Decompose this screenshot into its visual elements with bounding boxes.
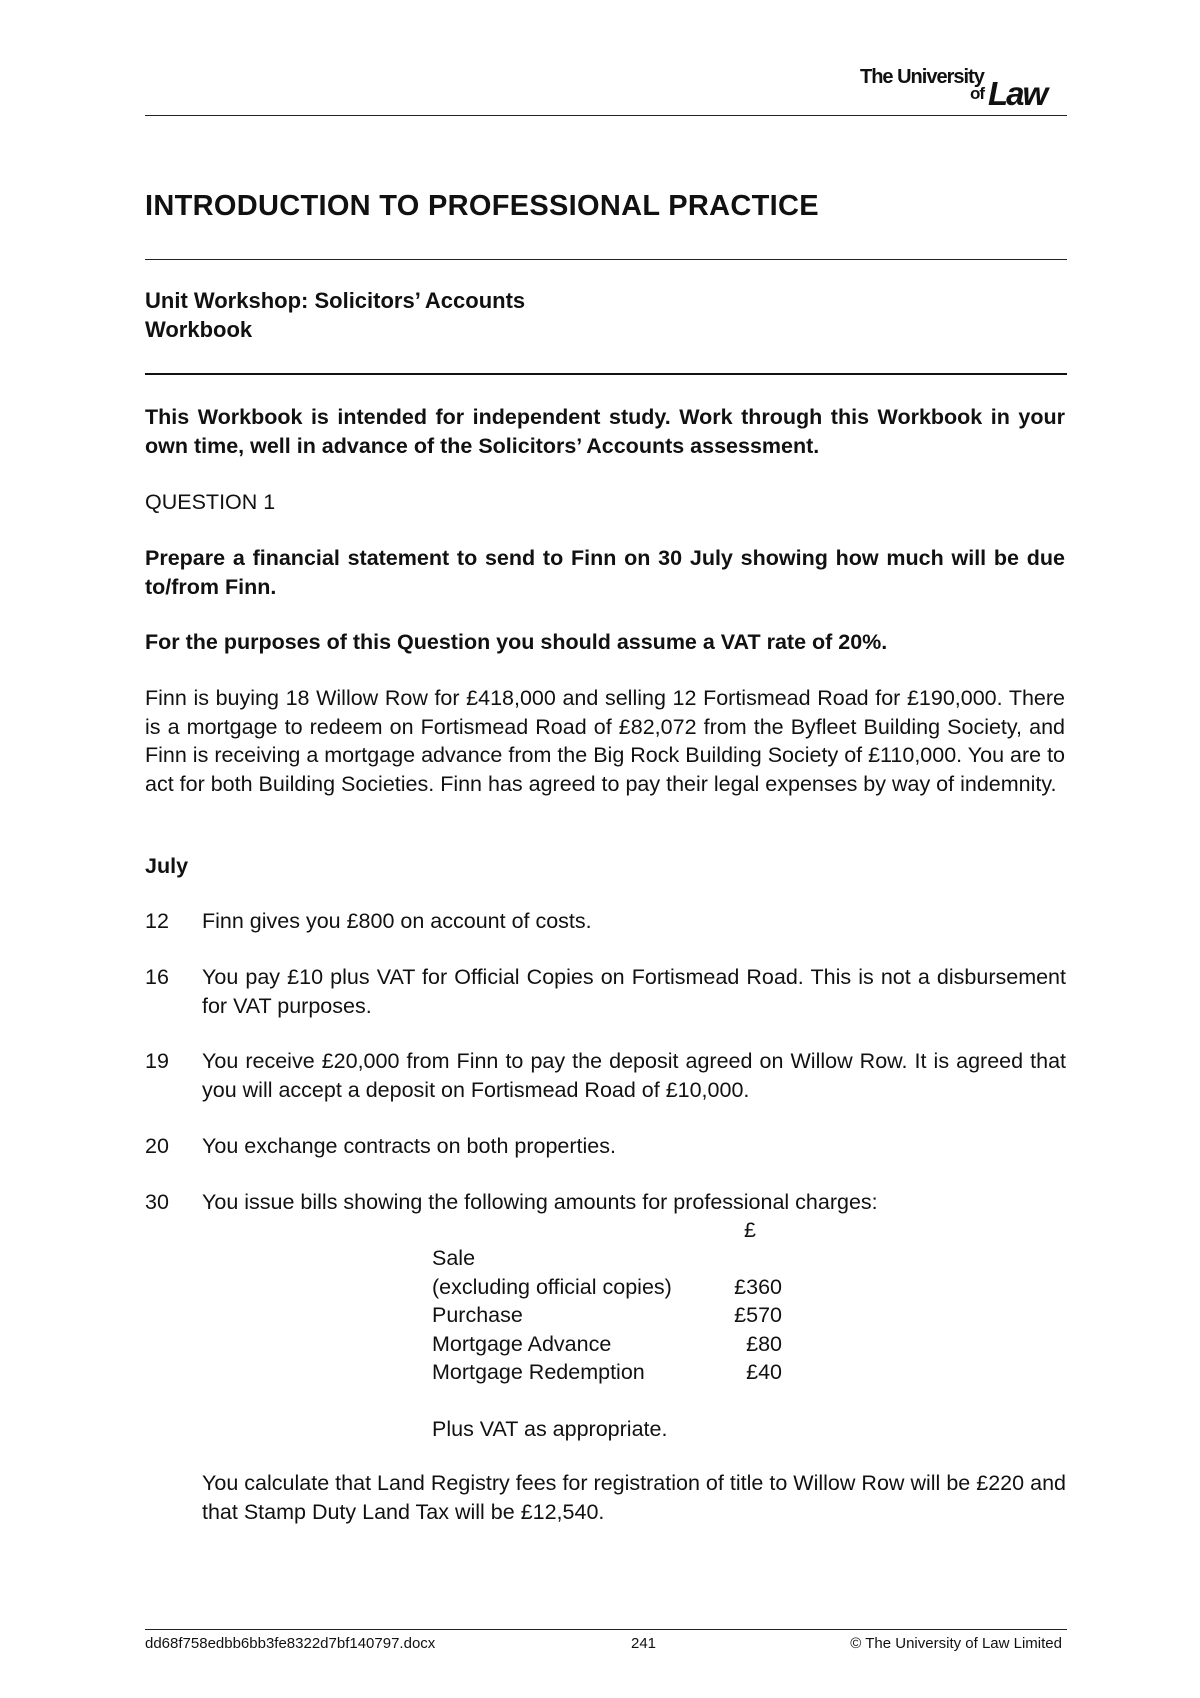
- charge-label: (excluding official copies): [432, 1274, 672, 1299]
- entry-day: 16: [145, 965, 169, 989]
- charge-label: Purchase: [432, 1303, 523, 1327]
- instruction-paragraph: Prepare a financial statement to send to Finn on 30 July showing how much will be due to/from Finn.: [145, 546, 1065, 599]
- charges-row: [432, 1358, 782, 1387]
- intro-paragraph: This Workbook is intended for independent study. Work through this Workbook in your own time, well in advance of the Solicitors’ Accounts assessment.: [145, 405, 1065, 458]
- page-title: INTRODUCTION TO PROFESSIONAL PRACTICE: [145, 190, 819, 222]
- entry-day: 30: [145, 1190, 169, 1214]
- university-logo: [860, 64, 1070, 112]
- logo-line-1: The University: [860, 66, 984, 88]
- entry-text: You issue bills showing the following amounts for professional charges:: [202, 1190, 878, 1214]
- header-divider: [145, 115, 1067, 116]
- entry-text: You receive £20,000 from Finn to pay the deposit agreed on Willow Row. It is agreed that you will accept a deposit on Fortismead Road of £10,000.: [202, 1049, 1066, 1102]
- entry-text: You pay £10 plus VAT for Official Copies on Fortismead Road. This is not a disbursement for VAT purposes.: [202, 965, 1066, 1018]
- charge-label: Sale: [432, 1246, 476, 1270]
- scenario-paragraph: Finn is buying 18 Willow Row for £418,000 and selling 12 Fortismead Road for £190,000. There is a mortgage to redeem on Fortismead Road of £82,072 from the Byfleet Building Society, and Finn is receiving a mortgage advance from the Big Rock Building Society of £110,000. You are to act for both Building Societies. Finn has agreed to pay their legal expenses by way of indemnity.: [145, 686, 1065, 796]
- unit-heading: [145, 286, 525, 344]
- entry-day: 12: [145, 909, 169, 933]
- entry-day: 19: [145, 1049, 169, 1073]
- title-divider: [145, 259, 1067, 260]
- charges-row: [432, 1330, 782, 1359]
- footer-copyright: © The University of Law Limited: [850, 1635, 1062, 1652]
- unit-divider: [145, 373, 1067, 375]
- question-heading: QUESTION 1: [145, 490, 276, 514]
- logo-line-3: Law: [988, 75, 1047, 112]
- month-heading: July: [145, 854, 189, 878]
- currency-column-header: £: [744, 1218, 756, 1242]
- charges-row: [432, 1273, 782, 1302]
- charge-amount: £570: [734, 1303, 782, 1327]
- footer-divider: [145, 1629, 1067, 1630]
- charge-amount: £80: [746, 1331, 782, 1356]
- unit-line-2: Workbook: [145, 317, 253, 342]
- charge-amount: £360: [734, 1274, 782, 1299]
- unit-line-1: Unit Workshop: Solicitors’ Accounts: [145, 288, 526, 313]
- footer-page-number: 241: [631, 1635, 657, 1652]
- vat-line-text: Plus VAT as appropriate.: [432, 1416, 668, 1441]
- charge-amount: £40: [746, 1360, 782, 1384]
- vat-note: For the purposes of this Question you should assume a VAT rate of 20%.: [145, 630, 888, 654]
- footer-filename: dd68f758edbb6bb3fe8322d7bf140797.docx: [145, 1635, 436, 1652]
- charges-row: [432, 1301, 782, 1330]
- entry-text: You exchange contracts on both properties.: [202, 1134, 616, 1158]
- entry-day: 20: [145, 1134, 169, 1158]
- logo-line-2: of: [970, 84, 985, 103]
- charges-row: [432, 1244, 782, 1273]
- charges-table: [432, 1244, 782, 1443]
- entry-text: Finn gives you £800 on account of costs.: [202, 909, 592, 933]
- charge-label: Mortgage Redemption: [432, 1360, 645, 1384]
- fees-paragraph: You calculate that Land Registry fees for registration of title to Willow Row will be £220 and that Stamp Duty Land Tax will be £12,540.: [202, 1471, 1066, 1524]
- charge-label: Mortgage Advance: [432, 1331, 612, 1356]
- vat-line: [432, 1415, 782, 1444]
